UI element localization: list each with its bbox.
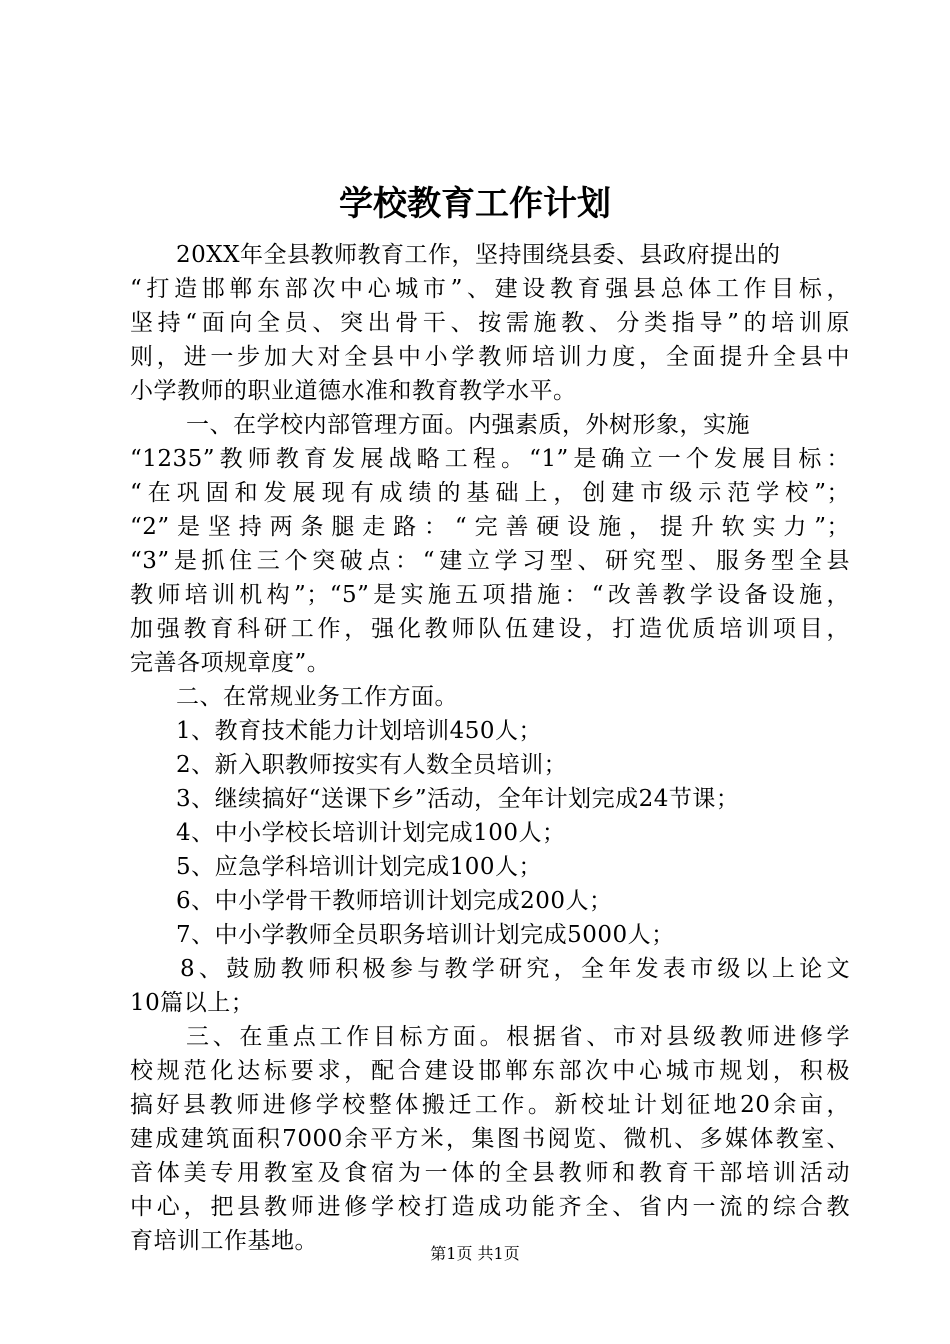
body-line: “在巩固和发展现有成绩的基础上，创建市级示范学校”； — [130, 480, 850, 506]
body-line: 搞好县教师进修学校整体搬迁工作。新校址计划征地20余亩， — [130, 1092, 850, 1118]
list-item: 2、新入职教师按实有人数全员培训； — [176, 752, 568, 778]
list-item: 5、应急学科培训计划完成100人； — [176, 854, 543, 880]
body-line: 加强教育科研工作，强化教师队伍建设，打造优质培训项目， — [130, 616, 850, 642]
body-line: “打造邯郸东部次中心城市”、建设教育强县总体工作目标， — [130, 276, 850, 302]
list-item: 4、中小学校长培训计划完成100人； — [176, 820, 566, 846]
list-item: 1、教育技术能力计划培训450人； — [176, 718, 543, 744]
body-line: 坚持“面向全员、突出骨干、按需施教、分类指导”的培训原 — [130, 310, 850, 336]
body-line: 育培训工作基地。 — [130, 1228, 318, 1254]
body-line: 音体美专用教室及食宿为一体的全县教师和教育干部培训活动 — [130, 1160, 850, 1186]
body-line: 小学教师的职业道德水准和教育教学水平。 — [130, 378, 577, 404]
document-title: 学校教育工作计划 — [339, 184, 611, 224]
body-line: 建成建筑面积7000余平方米，集图书阅览、微机、多媒体教室、 — [130, 1126, 850, 1152]
body-line: 10篇以上； — [130, 990, 255, 1016]
section-heading: 二、在常规业务工作方面。 — [176, 684, 458, 710]
body-line: 20XX年全县教师教育工作，坚持围绕县委、县政府提出的 — [176, 242, 781, 268]
body-line: 完善各项规章度”。 — [130, 650, 331, 676]
body-line: “3”是抓住三个突破点：“建立学习型、研究型、服务型全县 — [130, 548, 850, 574]
body-line: 校规范化达标要求，配合建设邯郸东部次中心城市规划，积极 — [130, 1058, 850, 1084]
body-line: 则，进一步加大对全县中小学教师培训力度，全面提升全县中 — [130, 344, 850, 370]
page-footer: 第1页 共1页 — [430, 1244, 520, 1263]
body-line: 教师培训机构”；“5”是实施五项措施：“改善教学设备设施， — [130, 582, 850, 608]
body-line: 中心，把县教师进修学校打造成功能齐全、省内一流的综合教 — [130, 1194, 850, 1220]
body-line: “1235”教师教育发展战略工程。“1”是确立一个发展目标： — [130, 446, 850, 472]
body-line: “2”是坚持两条腿走路：“完善硬设施，提升软实力”； — [130, 514, 850, 540]
document-body — [130, 238, 850, 1258]
body-line: 一、在学校内部管理方面。内强素质，外树形象，实施 — [186, 412, 750, 438]
list-item: 7、中小学教师全员职务培训计划完成5000人； — [176, 922, 675, 948]
list-item: 3、继续搞好“送课下乡”活动，全年计划完成24节课； — [176, 786, 740, 812]
body-line: 三、在重点工作目标方面。根据省、市对县级教师进修学 — [186, 1024, 850, 1050]
list-item: 6、中小学骨干教师培训计划完成200人； — [176, 888, 613, 914]
list-item: 8、鼓励教师积极参与教学研究，全年发表市级以上论文 — [180, 956, 850, 982]
